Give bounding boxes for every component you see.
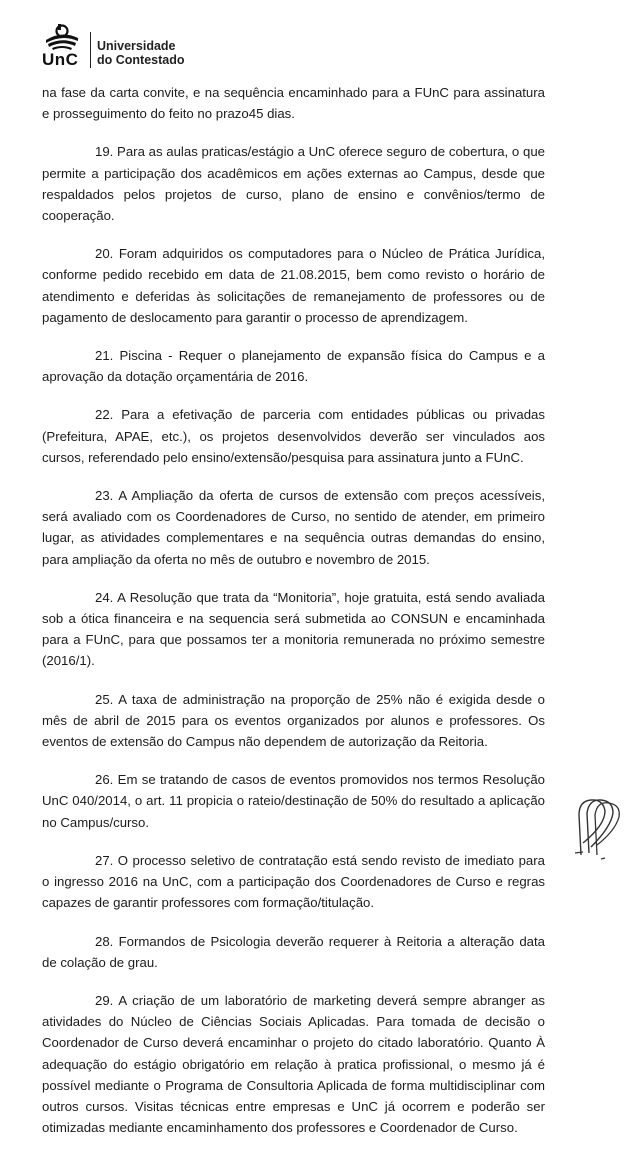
paragraph-item-22: 22. Para a efetivação de parceria com entidades públicas ou privadas (Prefeitura, APAE, etc.), os projetos desenvolvidos deverão ser vinculados aos cursos, referendado pelo ensino/extensão/pesquisa para assinatura junto a FUnC. <box>42 407 545 465</box>
logo-wordmark: UnC <box>42 50 79 69</box>
paragraph-item-24: 24. A Resolução que trata da “Monitoria”, hoje gratuita, está sendo avaliada sob a ótica financeira e na sequencia será submetida ao CONSUN e encaminhada para a FUnC, para que possamos ter a monitoria remunerada no próximo semestre (2016/1). <box>42 589 545 669</box>
paragraph-continuation: na fase da carta convite, e na sequência encaminhado para a FUnC para assinatura e prosseguimento do feito no prazo45 dias. <box>42 85 545 122</box>
paragraph-item-28: 28. Formandos de Psicologia deverão requerer à Reitoria a alteração data de colação de grau. <box>42 933 545 970</box>
paragraph-item-23: 23. A Ampliação da oferta de cursos de extensão com preços acessíveis, será avaliado com os Coordenadores de Curso, no sentido de atender, em primeiro lugar, as atividades complementares e na sequência outras demandas do ensino, para ampliação da oferta no mês de outubro e novembro de 2015. <box>42 488 545 567</box>
unc-logo <box>42 24 82 68</box>
paragraph-item-29: 29. A criação de um laboratório de marketing deverá sempre abranger as atividades do Núcleo de Ciências Sociais Aplicadas. Para tomada de decisão o Coordenador de Curso deverá encaminhar o projeto do citado laboratório. Quanto À adequação do estágio obrigatório em relação à pratica profissional, o mesmo já é possível mediante o Programa de Consultoria Aplicada de forma multidisciplinar com outros cursos. Visitas técnicas entre empresas e UnC já ocorrem e poderão ser otimizadas mediante encaminhamento dos professores e Coordenador de Curso. <box>42 992 545 1136</box>
handwritten-initials-signature <box>567 795 625 867</box>
paragraph-item-25: 25. A taxa de administração na proporção de 25% não é exigida desde o mês de abril de 2015 para os eventos organizados por alunos e professores. Os eventos de extensão do Campus não dependem de autorização da Reitoria. <box>42 691 545 750</box>
university-name-line1: Universidade <box>97 39 176 53</box>
university-name-line2: do Contestado <box>97 53 185 67</box>
letterhead <box>42 24 185 68</box>
document-body <box>42 82 545 1155</box>
paragraph-item-26: 26. Em se tratando de casos de eventos promovidos nos termos Resolução UnC 040/2014, o art. 11 propicia o rateio/destinação de 50% do resultado a aplicação no Campus/curso. <box>42 772 545 830</box>
paragraph-item-19: 19. Para as aulas praticas/estágio a UnC oferece seguro de cobertura, o que permite a participação dos acadêmicos em ações externas ao Campus, desde que respaldados pelos projetos de curso, plano de ensino e convênios/termo de cooperação. <box>42 144 545 224</box>
paragraph-item-21: 21. Piscina - Requer o planejamento de expansão física do Campus e a aprovação da dotação orçamentária de 2016. <box>42 348 545 385</box>
university-name <box>97 39 185 68</box>
unc-emblem-icon <box>44 24 80 50</box>
paragraph-item-20: 20. Foram adquiridos os computadores para o Núcleo de Prática Jurídica, conforme pedido recebido em data de 21.08.2015, bem como revisto o horário de atendimento e deferidas às solicitações de remanejamento de professores ou de pagamento de deslocamento para garantir o processo de aprendizagem. <box>42 246 545 325</box>
paragraph-item-27: 27. O processo seletivo de contratação está sendo revisto de imediato para o ingresso 2016 na UnC, com a participação dos Coordenadores de Curso e regras capazes de garantir professores com formação/titulação. <box>42 852 545 911</box>
logo-divider <box>90 32 91 68</box>
